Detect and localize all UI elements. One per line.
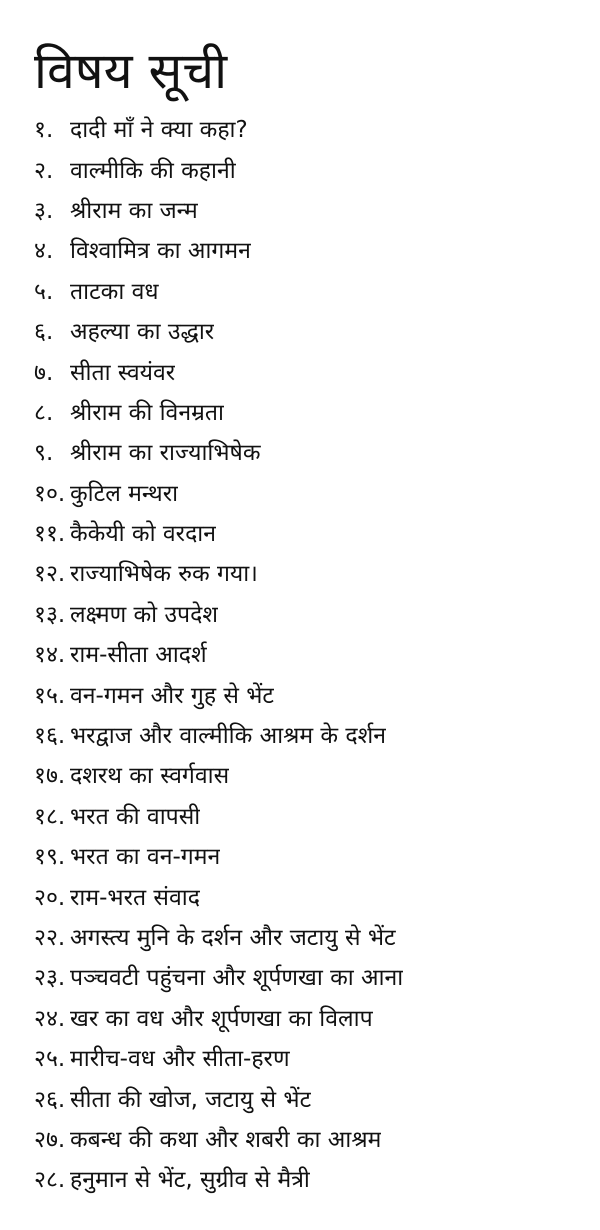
contents-item [34, 837, 580, 877]
contents-item-number: १९. [34, 844, 66, 871]
contents-item-number: १७. [34, 763, 66, 790]
contents-item-title: सीता की खोज, जटायु से भेंट [70, 1086, 312, 1113]
contents-item-number: २६. [34, 1086, 66, 1113]
contents-item [34, 999, 580, 1039]
contents-item [34, 393, 580, 433]
contents-item-title: अगस्त्य मुनि के दर्शन और जटायु से भेंट [70, 925, 396, 951]
contents-item [34, 514, 580, 554]
contents-item [34, 918, 580, 958]
contents-item-number: १४. [34, 642, 66, 669]
contents-item-number: १२. [34, 561, 66, 588]
contents-item [34, 756, 580, 796]
contents-item-title: राम-सीता आदर्श [70, 642, 207, 669]
contents-item [34, 191, 580, 231]
contents-item-number: २८. [34, 1167, 66, 1194]
contents-item-title: भरद्वाज और वाल्मीकि आश्रम के दर्शन [70, 723, 387, 750]
contents-item [34, 150, 580, 190]
contents-item-number: २२. [34, 925, 66, 951]
contents-item-number: १०. [34, 480, 66, 507]
contents-item-title: राम-भरत संवाद [70, 884, 200, 911]
contents-item-number: ८. [34, 399, 54, 426]
contents-item [34, 958, 580, 998]
contents-item-title: वाल्मीकि की कहानी [70, 157, 236, 184]
contents-item-title: ताटका वध [70, 278, 159, 305]
contents-item-title: हनुमान से भेंट, सुग्रीव से मैत्री [70, 1167, 310, 1194]
contents-item-title: कुटिल मन्थरा [70, 480, 179, 507]
page-title: विषय सूची [34, 42, 228, 100]
contents-item-title: वन-गमन और गुह से भेंट [70, 682, 274, 709]
contents-item-title: पञ्चवटी पहुंचना और शूर्पणखा का आना [70, 965, 404, 992]
contents-item-title: दादी माँ ने क्या कहा? [70, 117, 248, 144]
contents-item-number: ७. [34, 359, 54, 386]
contents-item [34, 110, 580, 150]
contents-item [34, 1039, 580, 1079]
contents-item-number: ४. [34, 238, 54, 265]
contents-item [34, 352, 580, 392]
contents-item-title: कैकेयी को वरदान [70, 521, 216, 548]
contents-item [34, 797, 580, 837]
contents-item-title: राज्याभिषेक रुक गया। [70, 561, 258, 588]
contents-item-title: भरत का वन-गमन [70, 844, 221, 871]
contents-item [34, 433, 580, 473]
contents-item-number: १५. [34, 682, 66, 709]
contents-item [34, 1160, 580, 1200]
contents-item-number: १८. [34, 803, 66, 830]
contents-item-title: सीता स्वयंवर [70, 359, 176, 386]
contents-item-number: २०. [34, 884, 66, 911]
contents-item-title: श्रीराम की विनम्रता [70, 399, 224, 426]
contents-item-title: कबन्ध की कथा और शबरी का आश्रम [70, 1126, 382, 1153]
contents-item-title: खर का वध और शूर्पणखा का विलाप [70, 1005, 373, 1032]
contents-item-number: ६. [34, 319, 54, 346]
contents-item [34, 1120, 580, 1160]
contents-item-title: दशरथ का स्वर्गवास [70, 763, 230, 790]
contents-item-number: ५. [34, 278, 54, 305]
contents-item [34, 474, 580, 514]
contents-item-title: भरत की वापसी [70, 803, 201, 830]
contents-item [34, 1079, 580, 1119]
contents-item-number: ११. [34, 521, 66, 548]
contents-item-title: लक्ष्मण को उपदेश [70, 601, 218, 628]
contents-item-title: विश्वामित्र का आगमन [70, 238, 251, 265]
contents-item-number: २५. [34, 1046, 66, 1073]
contents-item-number: २. [34, 157, 54, 184]
contents-item-title: मारीच-वध और सीता-हरण [70, 1046, 290, 1073]
contents-item-number: १३. [34, 601, 66, 628]
contents-item-number: २७. [34, 1126, 66, 1153]
contents-item-number: ३. [34, 197, 54, 224]
contents-item-number: १. [34, 117, 54, 144]
contents-list [34, 110, 580, 1201]
contents-item [34, 716, 580, 756]
contents-item-number: १६. [34, 723, 66, 750]
contents-item-number: २४. [34, 1005, 66, 1032]
contents-item-number: २३. [34, 965, 66, 992]
contents-item-title: श्रीराम का राज्याभिषेक [70, 440, 261, 467]
contents-item [34, 877, 580, 917]
contents-item [34, 595, 580, 635]
contents-item [34, 312, 580, 352]
contents-item [34, 231, 580, 271]
contents-item [34, 635, 580, 675]
contents-item [34, 554, 580, 594]
contents-item-title: अहल्या का उद्धार [70, 319, 215, 346]
contents-item-title: श्रीराम का जन्म [70, 197, 198, 224]
contents-item [34, 272, 580, 312]
contents-item-number: ९. [34, 440, 54, 467]
contents-item [34, 675, 580, 715]
